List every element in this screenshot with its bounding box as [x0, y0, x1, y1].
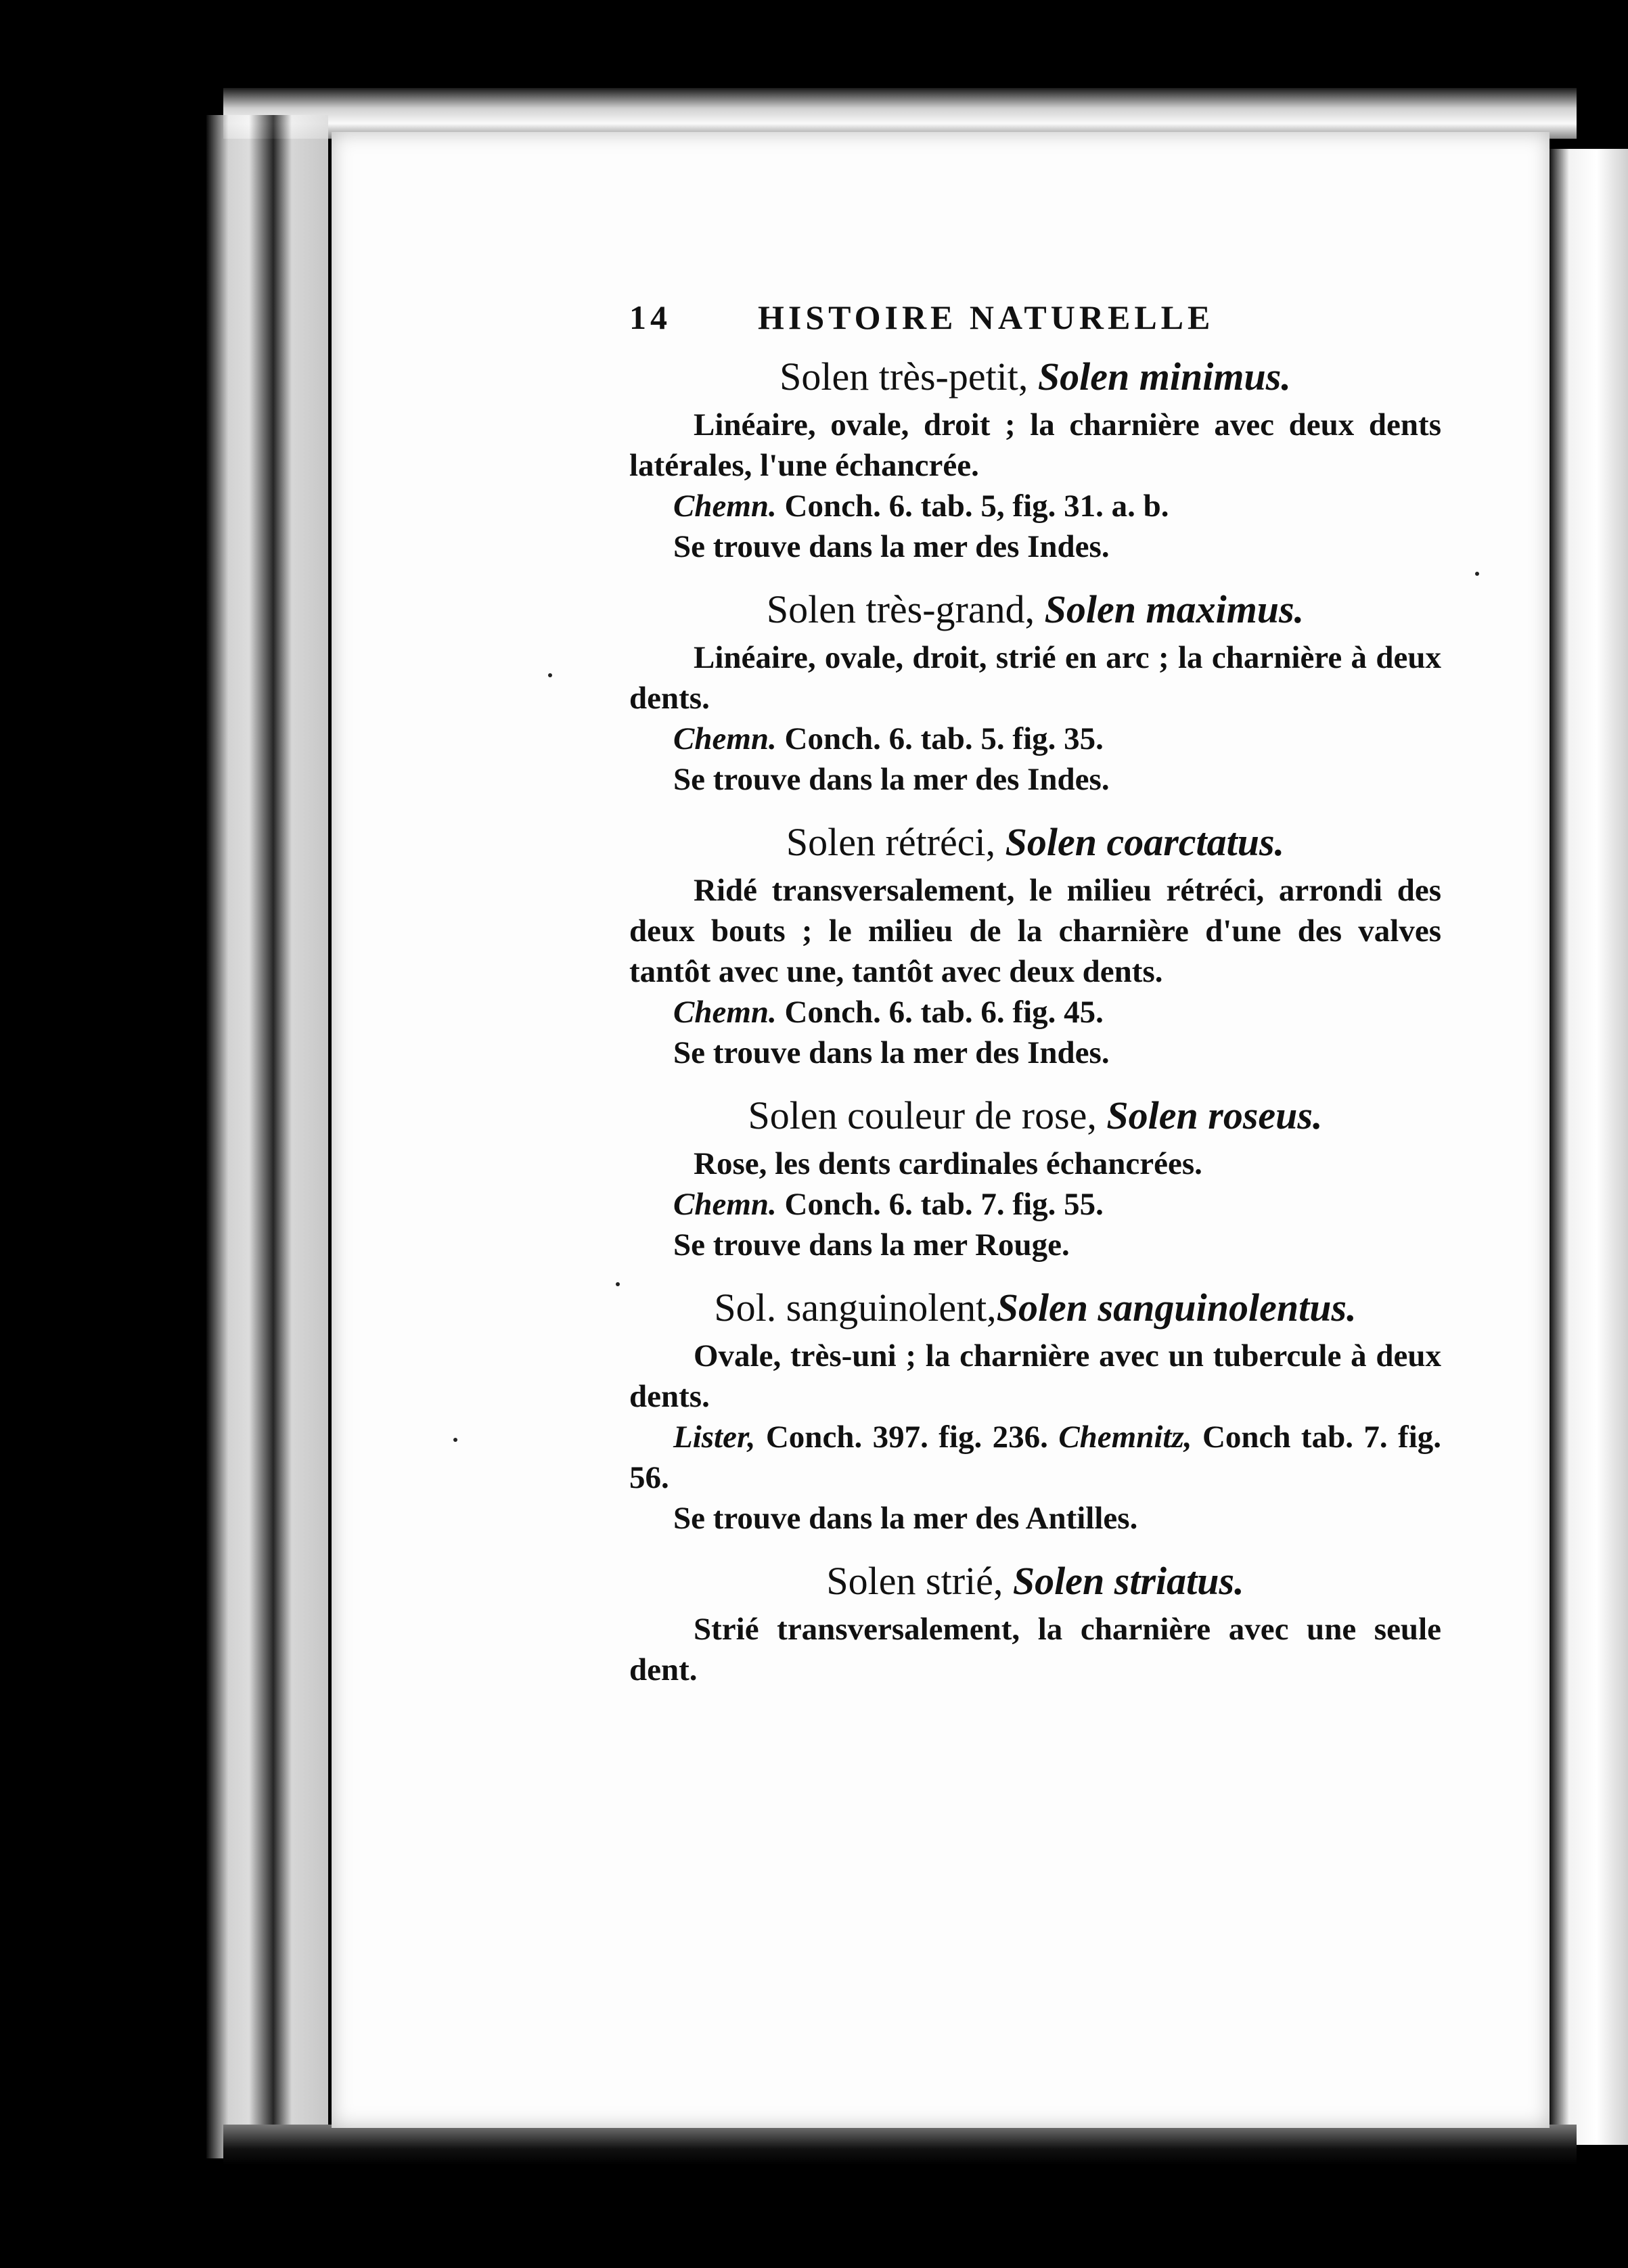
species-common-name: Solen très-petit,: [779, 355, 1028, 399]
species-latin-name: Solen coarctatus.: [1005, 820, 1285, 864]
page-text: [629, 291, 1441, 1708]
ink-speck: [453, 1438, 457, 1442]
page-number: 14: [629, 298, 671, 336]
species-habitat: Se trouve dans la mer Rouge.: [673, 1227, 1070, 1263]
reference-citation: Conch tab. 7. fig. 56.: [629, 1420, 1442, 1495]
reference-author: Chemn.: [673, 489, 777, 524]
species-description: Strié transversalement, la charnière avec une seule dent.: [629, 1612, 1441, 1687]
species-heading: [629, 352, 1441, 402]
species-entry: [629, 817, 1441, 1073]
reference-author: Chemn.: [673, 995, 777, 1030]
species-latin-name: Solen maximus.: [1044, 587, 1305, 631]
species-entry: [629, 1091, 1441, 1265]
species-common-name: Solen strié,: [826, 1559, 1003, 1603]
running-title: HISTOIRE NATURELLE: [758, 298, 1215, 336]
reference-author: Chemn.: [673, 721, 777, 756]
species-entry: [629, 585, 1441, 800]
species-habitat: Se trouve dans la mer des Indes.: [673, 529, 1110, 564]
species-common-name: Solen très-grand,: [766, 587, 1035, 631]
species-entry: [629, 1283, 1441, 1539]
book-top-edge: [223, 88, 1577, 139]
ink-speck: [616, 1282, 620, 1286]
species-habitat: Se trouve dans la mer des Indes.: [673, 1035, 1110, 1070]
reference-author: Chemnitz,: [1058, 1420, 1192, 1455]
species-latin-name: Solen minimus.: [1037, 355, 1291, 399]
species-common-name: Solen couleur de rose,: [748, 1093, 1097, 1137]
species-description: Ridé transversalement, le milieu rétréci, arrondi des deux bouts ; le milieu de la charnière d'une des valves tantôt avec une, tantôt avec deux dents.: [629, 873, 1441, 989]
species-habitat: Se trouve dans la mer des Antilles.: [673, 1501, 1138, 1536]
ink-speck: [1475, 572, 1479, 576]
species-reference: [629, 1184, 1441, 1225]
species-latin-name: Solen roseus.: [1106, 1093, 1323, 1137]
reference-citation: Conch. 6. tab. 6. fig. 45.: [784, 995, 1104, 1030]
species-latin-name: Solen sanguinolentus.: [996, 1286, 1357, 1330]
species-entry: [629, 1556, 1441, 1690]
species-habitat: Se trouve dans la mer des Indes.: [673, 762, 1110, 797]
species-description: Rose, les dents cardinales échancrées.: [694, 1146, 1202, 1181]
species-description: Linéaire, ovale, droit ; la charnière avec deux dents latérales, l'une échancrée.: [629, 407, 1441, 483]
reference-citation: Conch. 6. tab. 5. fig. 35.: [784, 721, 1104, 756]
ink-speck: [548, 673, 552, 677]
species-description: Ovale, très-uni ; la charnière avec un tubercule à deux dents.: [629, 1338, 1441, 1414]
species-reference: [629, 1417, 1441, 1498]
species-latin-name: Solen striatus.: [1012, 1559, 1244, 1603]
species-heading: [629, 1556, 1441, 1606]
running-head: [629, 291, 1441, 352]
species-heading: [629, 1283, 1441, 1333]
reference-citation: Conch. 397. fig. 236.: [765, 1420, 1048, 1455]
species-reference: [629, 992, 1441, 1033]
species-entry: [629, 352, 1441, 567]
book-bottom-edge: [223, 2125, 1577, 2165]
species-heading: [629, 1091, 1441, 1141]
species-heading: [629, 817, 1441, 867]
species-heading: [629, 585, 1441, 635]
reference-citation: Conch. 6. tab. 5, fig. 31. a. b.: [784, 489, 1169, 524]
book-binding-edge: [206, 115, 328, 2158]
species-reference: [629, 486, 1441, 526]
reference-citation: Conch. 6. tab. 7. fig. 55.: [784, 1187, 1104, 1222]
reference-author: Chemn.: [673, 1187, 777, 1222]
reference-author: Lister,: [673, 1420, 756, 1455]
species-common-name: Solen rétréci,: [786, 820, 996, 864]
book-fore-edge: [1550, 149, 1628, 2145]
species-description: Linéaire, ovale, droit, strié en arc ; la charnière à deux dents.: [629, 640, 1441, 716]
species-common-name: Sol. sanguinolent,: [714, 1286, 997, 1330]
species-reference: [629, 719, 1441, 759]
